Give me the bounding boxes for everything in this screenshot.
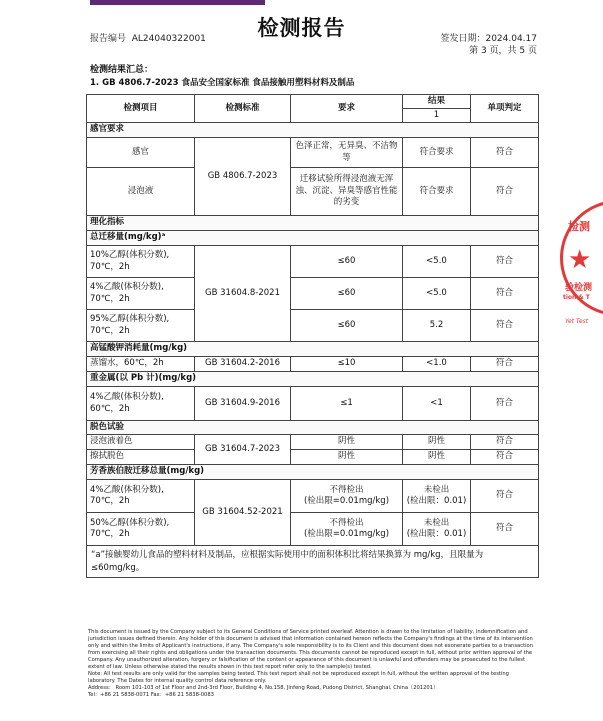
cell-standard: GB 31604.8-2021 — [195, 246, 291, 342]
group-physchem: 理化指标 — [87, 216, 539, 231]
report-number-value: AL24040322001 — [131, 34, 206, 44]
page-info: 第 3 页，共 5 页 — [469, 46, 537, 56]
seal-text-top: 检测 — [568, 220, 590, 233]
cell-item: 感官 — [87, 138, 195, 168]
cell-requirement: ≤10 — [291, 357, 403, 372]
star-icon: ★ — [568, 245, 592, 275]
report-number — [90, 31, 206, 44]
cell-standard: GB 31604.52-2021 — [195, 480, 291, 546]
table-header-row — [87, 95, 539, 109]
group-kmno4: 高锰酸钾消耗量(mg/kg) — [87, 342, 539, 357]
table-row — [87, 278, 539, 310]
cell-item: 4%乙酸(体积分数), 70℃，2h — [87, 480, 195, 513]
group-row — [87, 231, 539, 246]
cell-item: 50%乙醇(体积分数), 70℃，2h — [87, 513, 195, 546]
summary-label: 检测结果汇总： — [90, 65, 154, 75]
report-number-label: 报告编号 — [90, 34, 127, 44]
cell-item: 4%乙酸(体积分数), 60℃，2h — [87, 387, 195, 421]
table-row — [87, 387, 539, 421]
footer-address: Address： Room 101-103 of 1st Floor and 2nd-3rd Floor, Building 4, No.158, Jinfeng Road, Pudong District, Shanghai, China（201201） — [88, 685, 439, 692]
table-row — [87, 168, 539, 216]
footer-paragraph: This document is issued by the Company subject to its General Conditions of Service printed overleaf. Attention is drawn to the limitation of liability, indemnification and jurisdiction issues defined therein. Any holder of this document is advised that information contained hereon reflects the Company's findings at the time of its intervention only and within the limits of Applicant's instructions, if any. The Company's sole responsibility is to its Client and this document does not exonerate parties to a transaction from exercising all their rights and obligations under the transaction documents. This documents cannot be reproduced except in full, without prior written approval of the Company. Any unauthorized alteration, forgery or falsification of the content or appearance of this document is unlawful and offenders may be prosecuted to the fullest extent of law. Unless otherwise stated the results shown in this test report refer only to the sample(s) tested. — [88, 629, 534, 671]
group-decolor: 脱色试验 — [87, 421, 539, 435]
seal-text-middle: 验检测 — [565, 283, 593, 293]
cell-result: <5.0 — [403, 278, 471, 310]
group-aromatic-amine: 芳香族伯胺迁移总量(mg/kg) — [87, 465, 539, 480]
col-result-header: 结果 — [403, 95, 471, 109]
col-judgement-header: 单项判定 — [471, 95, 539, 123]
cell-judgement: 符合 — [471, 513, 539, 546]
cell-result: <5.0 — [403, 246, 471, 278]
footer-contact: Tel：+86 21 5838-0071 Fax：+86 21 5838-0083 — [88, 692, 214, 699]
cell-requirement: 阴性 — [291, 450, 403, 465]
group-row — [87, 342, 539, 357]
cell-judgement: 符合 — [471, 480, 539, 513]
cell-standard: GB 31604.9-2016 — [195, 387, 291, 421]
table-row — [87, 435, 539, 450]
group-row — [87, 465, 539, 480]
cell-requirement: ≤60 — [291, 310, 403, 342]
table-row — [87, 310, 539, 342]
seal-text-english: tion & T — [563, 294, 590, 301]
standard-line: 1. GB 4806.7-2023 食品安全国家标准 食品接触用塑料材料及制品 — [90, 78, 355, 88]
footer-note: Note: All test results are only valid for the samples being tested. This test report shall not be reproduced except in full, without the written approval of the testing laboratory. The Dates for internal quality control data reference only. — [88, 671, 509, 685]
group-row — [87, 421, 539, 435]
cell-judgement: 符合 — [471, 450, 539, 465]
cell-standard: GB 31604.7-2023 — [195, 435, 291, 465]
official-seal — [560, 200, 603, 340]
cell-item: 浸泡液 — [87, 168, 195, 216]
cell-item: 蒸馏水，60℃，2h — [87, 357, 195, 372]
col-standard-header: 检测标准 — [195, 95, 291, 123]
table-row — [87, 513, 539, 546]
cell-requirement: 色泽正常，无异臭、不洁物等 — [291, 138, 403, 168]
cell-result: 未检出 (检出限：0.01) — [403, 480, 471, 513]
table-row — [87, 357, 539, 372]
table-row — [87, 450, 539, 465]
cell-result: 符合要求 — [403, 138, 471, 168]
header-accent-bar — [90, 0, 265, 5]
cell-judgement: 符合 — [471, 310, 539, 342]
cell-item: 10%乙醇(体积分数), 70℃，2h — [87, 246, 195, 278]
group-row — [87, 123, 539, 138]
cell-judgement: 符合 — [471, 357, 539, 372]
issue-date-value: 2024.04.17 — [485, 34, 537, 44]
cell-requirement: ≤60 — [291, 246, 403, 278]
group-row — [87, 216, 539, 231]
table-note: “a”接触婴幼儿食品的塑料材料及制品，应根据实际使用中的面积体积比将结果换算为 mg/kg，且限量为≤60mg/kg。 — [87, 546, 539, 578]
group-row — [87, 372, 539, 387]
cell-judgement: 符合 — [471, 138, 539, 168]
group-heavy-metal: 重金属(以 Pb 计)(mg/kg) — [87, 372, 539, 387]
cell-requirement: 阴性 — [291, 435, 403, 450]
cell-result: 符合要求 — [403, 168, 471, 216]
issue-date-label: 签发日期： — [440, 34, 486, 44]
cell-requirement: 不得检出 (检出限=0.01mg/kg) — [291, 480, 403, 513]
cell-judgement: 符合 — [471, 435, 539, 450]
cell-result: 阴性 — [403, 450, 471, 465]
cell-item: 擦拭脱色 — [87, 450, 195, 465]
cell-requirement: 迁移试验所得浸泡液无浑浊、沉淀、异臭等感官性能的劣变 — [291, 168, 403, 216]
cell-item: 浸泡液着色 — [87, 435, 195, 450]
col-result-subheader: 1 — [403, 109, 471, 123]
group-total-migration: 总迁移量(mg/kg)ᵃ — [87, 231, 539, 246]
col-requirement-header: 要求 — [291, 95, 403, 123]
cell-judgement: 符合 — [471, 387, 539, 421]
table-row — [87, 246, 539, 278]
cell-standard: GB 31604.2-2016 — [195, 357, 291, 372]
cell-item: 4%乙酸(体积分数), 70℃，2h — [87, 278, 195, 310]
group-sensory: 感官要求 — [87, 123, 539, 138]
cell-result: 阴性 — [403, 435, 471, 450]
cell-result: 未检出 (检出限：0.01) — [403, 513, 471, 546]
page-title: 检测报告 — [257, 16, 346, 40]
cell-item: 95%乙醇(体积分数), 70℃，2h — [87, 310, 195, 342]
seal-text-bottom: Yet Test — [565, 318, 589, 325]
cell-standard: GB 4806.7-2023 — [195, 138, 291, 216]
cell-requirement: ≤60 — [291, 278, 403, 310]
cell-requirement: ≤1 — [291, 387, 403, 421]
cell-judgement: 符合 — [471, 246, 539, 278]
cell-result: 5.2 — [403, 310, 471, 342]
cell-result: <1.0 — [403, 357, 471, 372]
table-row — [87, 480, 539, 513]
cell-judgement: 符合 — [471, 278, 539, 310]
cell-judgement: 符合 — [471, 168, 539, 216]
results-table — [86, 94, 539, 578]
col-item-header: 检测项目 — [87, 95, 195, 123]
table-row — [87, 138, 539, 168]
cell-result: <1 — [403, 387, 471, 421]
cell-requirement: 不得检出 (检出限=0.01mg/kg) — [291, 513, 403, 546]
footer-disclaimer — [88, 629, 538, 699]
table-note-row — [87, 546, 539, 578]
